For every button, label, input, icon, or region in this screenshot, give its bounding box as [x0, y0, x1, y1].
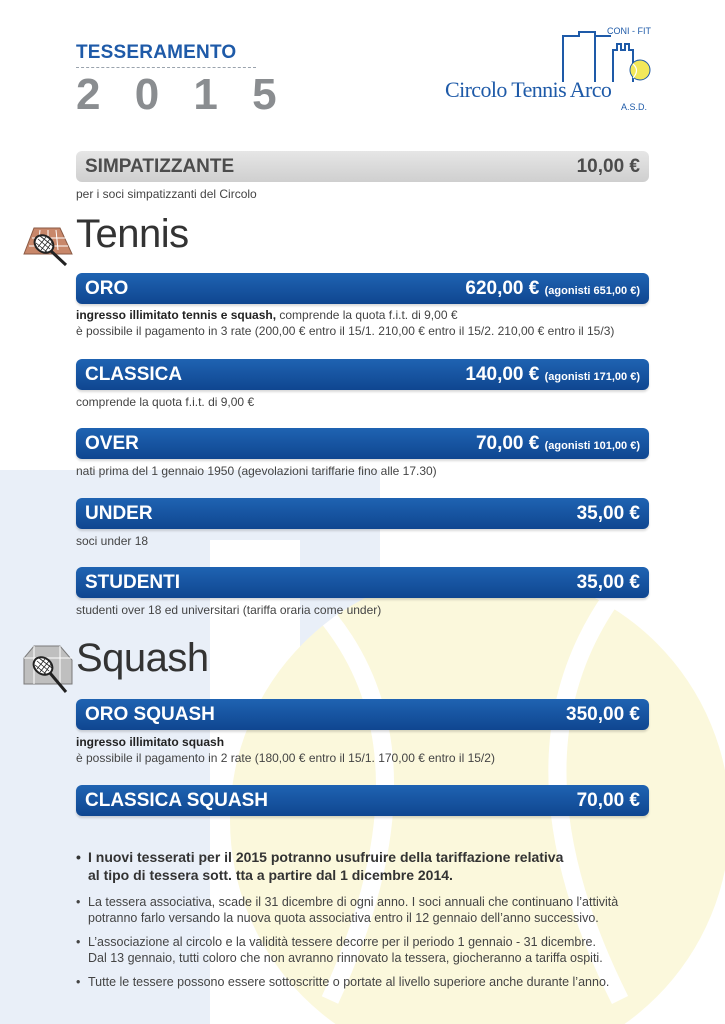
logo-asd-text: A.S.D.	[620, 102, 647, 112]
tennis-oro-agonisti: (agonisti 651,00 €)	[544, 284, 640, 297]
tennis-title: Tennis	[76, 212, 189, 256]
squash-title: Squash	[76, 636, 209, 680]
tennis-studenti-label: STUDENTI	[85, 571, 180, 593]
simpatizzante-desc: per i soci simpatizzanti del Circolo	[76, 187, 257, 201]
squash-oro-desc-bold: ingresso illimitato squash	[76, 735, 225, 749]
tennis-oro-desc	[76, 307, 656, 339]
club-logo	[445, 22, 655, 117]
squash-oro-price: 350,00 €	[566, 703, 640, 725]
tennis-classica-price: 140,00 €	[465, 363, 540, 385]
squash-oro-label: ORO SQUASH	[85, 703, 215, 725]
tennis-oro-label: ORO	[85, 277, 129, 299]
tennis-oro-price: 620,00 €	[465, 277, 540, 299]
page-year: 2 0 1 5	[76, 70, 288, 119]
note-expiry-line2: potranno farlo versando la nuova quota associativa entro il 12 gennaio dell’anno successivo.	[88, 911, 599, 925]
tennis-under-desc: soci under 18	[76, 534, 149, 548]
tennis-oro-desc-bold: ingresso illimitato tennis e squash,	[76, 308, 277, 322]
note-new-members-line1: I nuovi tesserati per il 2015 potranno usufruire della tariffazione relativa	[88, 849, 564, 865]
squash-racket-icon	[20, 644, 74, 696]
tennis-classica-price-group	[465, 364, 640, 386]
title-divider	[76, 67, 256, 68]
tennis-under-bar	[76, 498, 649, 529]
logo-club-name: Circolo Tennis Arco	[445, 77, 612, 102]
logo-coni-text: CONI - FIT	[607, 26, 651, 36]
tennis-over-label: OVER	[85, 432, 139, 454]
tennis-classica-bar	[76, 359, 649, 390]
tennis-studenti-price: 35,00 €	[576, 571, 640, 593]
note-new-members-line2: al tipo di tessera sott. tta a partire dal 1 dicembre 2014.	[88, 867, 453, 883]
squash-classica-price: 70,00 €	[576, 789, 640, 811]
note-new-members	[76, 848, 656, 884]
tennis-over-price: 70,00 €	[475, 432, 540, 454]
squash-oro-bar	[76, 699, 649, 730]
page-title: TESSERAMENTO	[76, 42, 237, 63]
note-expiry	[76, 894, 656, 926]
tennis-oro-desc-rest: comprende la quota f.i.t. di 9,00 €	[276, 308, 458, 322]
squash-oro-desc	[76, 734, 656, 766]
note-validity-line1: L’associazione al circolo e la validità tessere decorre per il periodo 1 gennaio - 31 dicembre.	[88, 935, 596, 949]
tennis-over-agonisti: (agonisti 101,00 €)	[544, 439, 640, 452]
simpatizzante-bar	[76, 151, 649, 182]
simpatizzante-label: SIMPATIZZANTE	[85, 155, 235, 177]
note-validity	[76, 934, 656, 966]
tennis-racket-icon	[20, 220, 74, 268]
tennis-classica-label: CLASSICA	[85, 363, 183, 385]
tennis-over-price-group	[476, 433, 640, 455]
tennis-oro-bar	[76, 273, 649, 304]
simpatizzante-price: 10,00 €	[576, 155, 640, 177]
squash-classica-bar	[76, 785, 649, 816]
tennis-under-price: 35,00 €	[576, 502, 640, 524]
tennis-studenti-bar	[76, 567, 649, 598]
note-upgrade: • Tutte le tessere possono essere sottoscritte o portate al livello superiore anche durante l’anno.	[76, 974, 656, 990]
notes-list	[76, 848, 656, 998]
squash-oro-desc-line2: è possibile il pagamento in 2 rate (180,00 € entro il 15/1. 170,00 € entro il 15/2)	[76, 751, 495, 765]
tennis-over-desc: nati prima del 1 gennaio 1950 (agevolazioni tariffarie fino alle 17.30)	[76, 464, 437, 478]
tennis-over-bar	[76, 428, 649, 459]
tennis-under-label: UNDER	[85, 502, 153, 524]
note-validity-line2: Dal 13 gennaio, tutti coloro che non avranno rinnovato la tessera, giocheranno a tariffa ospiti.	[88, 951, 603, 965]
note-expiry-line1: La tessera associativa, scade il 31 dicembre di ogni anno. I soci annuali che continuano l’attività	[88, 895, 619, 909]
tennis-classica-agonisti: (agonisti 171,00 €)	[544, 370, 640, 383]
squash-classica-label: CLASSICA SQUASH	[85, 789, 268, 811]
tennis-oro-desc-line2: è possibile il pagamento in 3 rate (200,00 € entro il 15/1. 210,00 € entro il 15/2. 210,00 € entro il 15/3)	[76, 324, 615, 338]
tennis-oro-price-group	[465, 278, 640, 300]
tennis-classica-desc: comprende la quota f.i.t. di 9,00 €	[76, 395, 255, 409]
tennis-studenti-desc: studenti over 18 ed universitari (tariffa oraria come under)	[76, 603, 382, 617]
